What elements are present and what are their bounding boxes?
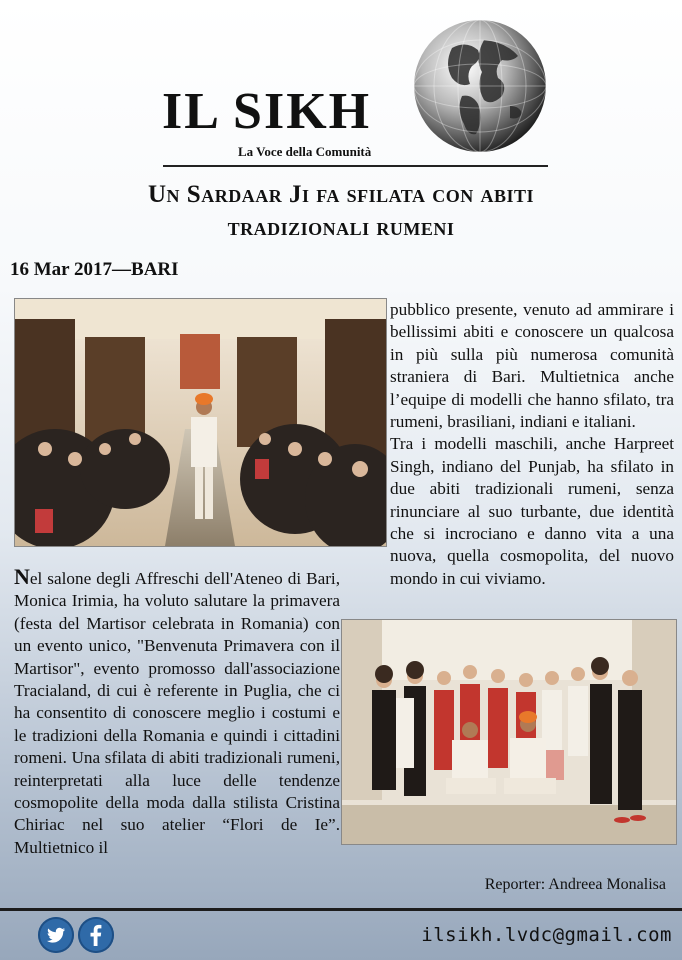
globe-icon <box>412 18 548 154</box>
reporter-credit: Reporter: Andreea Monalisa <box>484 876 666 893</box>
logo-title: IL SIKH <box>162 83 372 140</box>
contact-email[interactable]: ilsikh.lvdc@gmail.com <box>421 924 672 946</box>
article-left-column <box>14 566 340 859</box>
drop-cap: N <box>14 564 30 589</box>
fashion-show-runway-photo <box>14 298 387 547</box>
headline-line-2: tradizionali rumeni <box>227 214 455 241</box>
article-intro-paragraph <box>14 566 340 859</box>
facebook-icon[interactable] <box>78 917 114 953</box>
article-paragraph: Tra i modelli maschili, anche Harpreet Singh, indiano del Punjab, ha sfilato in due abiti tradizionali rumeni, senza rinunciare al suo turbante, due identità che si incrociano e danno vita a una nuova, quella cosmopolita, del nuovo mondo in cui viviamo. <box>390 434 674 588</box>
logo-subtitle: La Voce della Comunità <box>238 144 372 159</box>
dateline: 16 Mar 2017—BARI <box>10 259 179 280</box>
masthead <box>0 0 682 175</box>
models-group-photo <box>341 619 677 845</box>
article-paragraph: pubblico presente, venuto ad ammirare i bellissimi abiti e conoscere un qualcosa in più sulla più numerosa comunità straniera di Bari. Multietnica anche l’equipe di modelli che hanno sfilato, tra rumeni, brasiliani, indiani e italiani. <box>390 300 674 432</box>
twitter-icon[interactable] <box>38 917 74 953</box>
article-right-column <box>390 299 674 590</box>
footer-rule <box>0 908 682 911</box>
headline-line-1: Un Sardaar Ji fa sfilata con abiti <box>148 181 534 208</box>
masthead-rule <box>163 165 548 167</box>
intro-text: el salone degli Affreschi dell'Ateneo di Bari, Monica Irimia, ha voluto salutare la primavera (festa del Martisor celebrata in Romania) con un evento unico, "Benvenuta Primavera con il Martisor", evento promosso dall'associazione Tracialand, di cui è referente in Puglia, che ci ha consentito di conoscere meglio i costumi e le tradizioni della Romania e quindi i cittadini romeni. Una sfilata di abiti tradizionali rumeni, reinterpretati alla luce delle tendenze cosmopolite della moda dalla stilista Cristina Chiriac nel suo atelier “Flori de Ie”. Multietnico il <box>14 569 340 857</box>
headline <box>0 178 682 244</box>
